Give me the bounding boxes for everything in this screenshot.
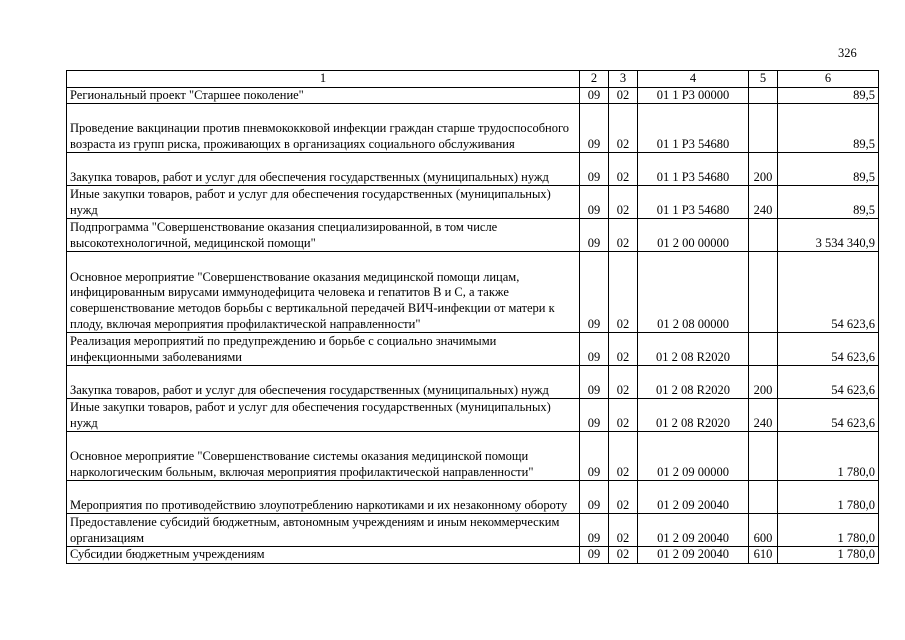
row-section-cell: 09: [580, 333, 609, 366]
row-section-cell: 09: [580, 153, 609, 186]
row-target-article-cell: 01 2 08 00000: [638, 252, 749, 333]
row-amount-cell: 54 623,6: [778, 252, 879, 333]
row-subsection-cell: 02: [609, 87, 638, 104]
row-name-cell: Подпрограмма "Совершенствование оказания специализированной, в том числе высокотехнологичной, медицинской помощи": [67, 219, 580, 252]
row-section-cell: 09: [580, 366, 609, 399]
header-cell-subsection: 3: [609, 71, 638, 88]
row-amount-cell: 1 780,0: [778, 547, 879, 564]
row-section-cell: 09: [580, 252, 609, 333]
row-section-cell: 09: [580, 399, 609, 432]
row-name-cell: Основное мероприятие "Совершенствование системы оказания медицинской помощи наркологическим больным, включая мероприятия профилактической направленности": [67, 432, 580, 481]
table-row: [67, 399, 879, 432]
row-target-article-cell: 01 2 08 R2020: [638, 366, 749, 399]
row-expense-type-cell: 240: [749, 186, 778, 219]
row-name-cell: Проведение вакцинации против пневмококковой инфекции граждан старше трудоспособного возраста из групп риска, проживающих в организациях социального обслуживания: [67, 104, 580, 153]
row-amount-cell: 1 780,0: [778, 481, 879, 514]
row-amount-cell: 89,5: [778, 87, 879, 104]
row-section-cell: 09: [580, 481, 609, 514]
table-row: [67, 186, 879, 219]
row-section-cell: 09: [580, 104, 609, 153]
header-row: [67, 71, 879, 88]
row-expense-type-cell: [749, 252, 778, 333]
row-name-cell: Закупка товаров, работ и услуг для обеспечения государственных (муниципальных) нужд: [67, 153, 580, 186]
row-expense-type-cell: [749, 333, 778, 366]
row-expense-type-cell: 200: [749, 153, 778, 186]
row-name-cell: Закупка товаров, работ и услуг для обеспечения государственных (муниципальных) нужд: [67, 366, 580, 399]
row-name-cell: Реализация мероприятий по предупреждению и борьбе с социально значимыми инфекционными заболеваниями: [67, 333, 580, 366]
row-target-article-cell: 01 2 08 R2020: [638, 399, 749, 432]
table-row: [67, 153, 879, 186]
row-target-article-cell: 01 2 09 20040: [638, 547, 749, 564]
row-expense-type-cell: [749, 432, 778, 481]
row-expense-type-cell: [749, 87, 778, 104]
row-section-cell: 09: [580, 432, 609, 481]
row-amount-cell: 54 623,6: [778, 366, 879, 399]
row-name-cell: Предоставление субсидий бюджетным, автономным учреждениям и иным некоммерческим организациям: [67, 514, 580, 547]
row-target-article-cell: 01 1 Р3 54680: [638, 186, 749, 219]
row-section-cell: 09: [580, 186, 609, 219]
row-name-cell: Иные закупки товаров, работ и услуг для обеспечения государственных (муниципальных) нужд: [67, 186, 580, 219]
table-row: [67, 432, 879, 481]
row-amount-cell: 54 623,6: [778, 333, 879, 366]
row-subsection-cell: 02: [609, 547, 638, 564]
table-row: [67, 252, 879, 333]
row-subsection-cell: 02: [609, 399, 638, 432]
header-cell-amount: 6: [778, 71, 879, 88]
row-amount-cell: 89,5: [778, 186, 879, 219]
table-row: [67, 481, 879, 514]
row-subsection-cell: 02: [609, 514, 638, 547]
row-target-article-cell: 01 1 Р3 54680: [638, 104, 749, 153]
row-section-cell: 09: [580, 547, 609, 564]
row-name-cell: Основное мероприятие "Совершенствование оказания медицинской помощи лицам, инфицированным вирусами иммунодефицита человека и гепатитов B и C, а также совершенствование методов борьбы с вертикальной передачей ВИЧ-инфекции от матери к плоду, включая мероприятия профилактической направленности": [67, 252, 580, 333]
header-cell-expense-type: 5: [749, 71, 778, 88]
row-subsection-cell: 02: [609, 333, 638, 366]
row-target-article-cell: 01 2 00 00000: [638, 219, 749, 252]
row-target-article-cell: 01 2 09 00000: [638, 432, 749, 481]
row-amount-cell: 89,5: [778, 153, 879, 186]
row-amount-cell: 54 623,6: [778, 399, 879, 432]
row-name-cell: Иные закупки товаров, работ и услуг для обеспечения государственных (муниципальных) нужд: [67, 399, 580, 432]
budget-table: [66, 70, 879, 564]
row-target-article-cell: 01 2 08 R2020: [638, 333, 749, 366]
table-row: [67, 333, 879, 366]
row-name-cell: Субсидии бюджетным учреждениям: [67, 547, 580, 564]
header-cell-name: 1: [67, 71, 580, 88]
row-section-cell: 09: [580, 87, 609, 104]
row-section-cell: 09: [580, 219, 609, 252]
table-row: [67, 547, 879, 564]
header-cell-target-article: 4: [638, 71, 749, 88]
row-subsection-cell: 02: [609, 153, 638, 186]
row-name-cell: Мероприятия по противодействию злоупотреблению наркотиками и их незаконному обороту: [67, 481, 580, 514]
page-number: 326: [838, 46, 857, 60]
row-subsection-cell: 02: [609, 219, 638, 252]
row-subsection-cell: 02: [609, 481, 638, 514]
row-target-article-cell: 01 1 Р3 54680: [638, 153, 749, 186]
row-target-article-cell: 01 2 09 20040: [638, 514, 749, 547]
row-amount-cell: 89,5: [778, 104, 879, 153]
row-amount-cell: 1 780,0: [778, 514, 879, 547]
row-expense-type-cell: [749, 219, 778, 252]
row-target-article-cell: 01 1 Р3 00000: [638, 87, 749, 104]
table-row: [67, 104, 879, 153]
table-row: [67, 366, 879, 399]
row-subsection-cell: 02: [609, 186, 638, 219]
row-expense-type-cell: 600: [749, 514, 778, 547]
row-name-cell: Региональный проект "Старшее поколение": [67, 87, 580, 104]
row-subsection-cell: 02: [609, 432, 638, 481]
row-target-article-cell: 01 2 09 20040: [638, 481, 749, 514]
row-subsection-cell: 02: [609, 104, 638, 153]
row-expense-type-cell: 240: [749, 399, 778, 432]
row-amount-cell: 3 534 340,9: [778, 219, 879, 252]
row-expense-type-cell: 200: [749, 366, 778, 399]
row-amount-cell: 1 780,0: [778, 432, 879, 481]
row-section-cell: 09: [580, 514, 609, 547]
row-subsection-cell: 02: [609, 252, 638, 333]
table-row: [67, 219, 879, 252]
row-expense-type-cell: 610: [749, 547, 778, 564]
table-row: [67, 87, 879, 104]
header-cell-section: 2: [580, 71, 609, 88]
row-expense-type-cell: [749, 104, 778, 153]
row-subsection-cell: 02: [609, 366, 638, 399]
row-expense-type-cell: [749, 481, 778, 514]
table-row: [67, 514, 879, 547]
